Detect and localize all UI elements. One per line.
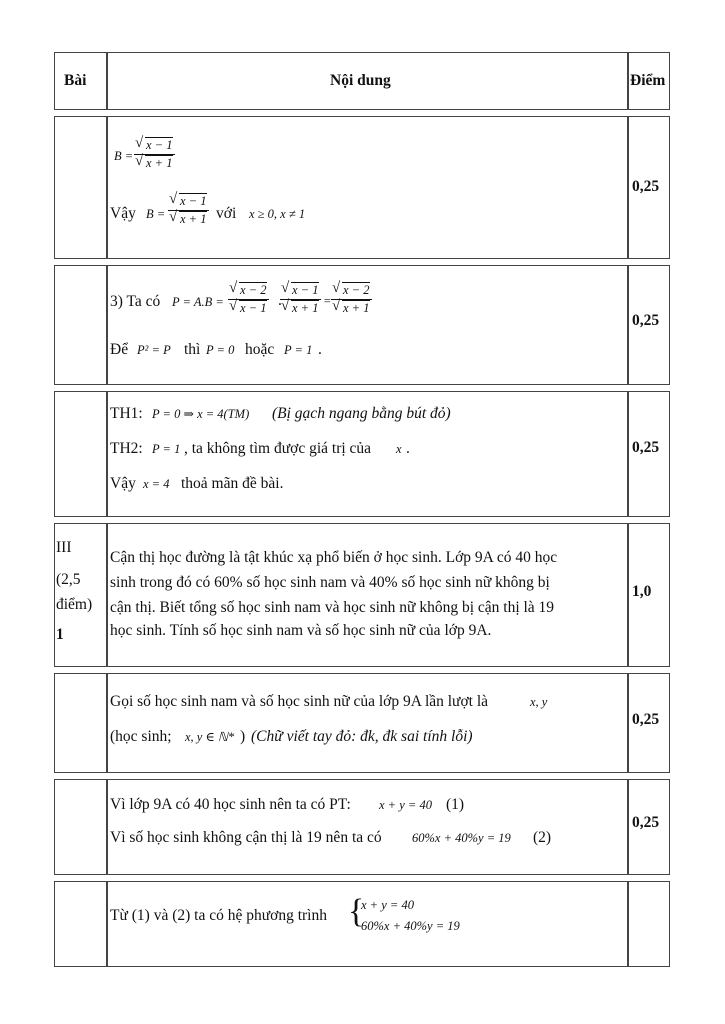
row1-vay-fraction xyxy=(168,194,209,227)
row3-th2-text: , ta không tìm được giá trị của xyxy=(184,440,372,457)
row4-bai-roman: III xyxy=(56,539,72,556)
row3-vay: Vậy xyxy=(110,475,136,492)
row3-vay-text: thoả mãn đề bài. xyxy=(181,475,284,492)
row5-bai-cell xyxy=(54,673,107,773)
system-brace: { xyxy=(348,893,365,930)
row2-f3-den: x + 1 xyxy=(343,301,370,315)
row3-bai-cell xyxy=(54,391,107,517)
row4-bai-points-1: (2,5 xyxy=(56,571,81,588)
row2-f1-num: x − 2 xyxy=(240,283,267,297)
row3-th1-label: TH1: xyxy=(110,405,143,422)
row1-vay-b-label: B = xyxy=(146,207,166,221)
row1-vay-num: x − 1 xyxy=(180,194,207,208)
row2-thi: thì xyxy=(184,341,201,358)
row2-cond-eq: P² = P xyxy=(137,343,171,357)
row2-fraction-2 xyxy=(280,283,321,316)
row6-content-cell xyxy=(107,779,628,875)
row5-line-2-note: (Chữ viết tay đỏ: đk, đk sai tính lỗi) xyxy=(251,728,473,745)
row3-th2-var: x xyxy=(396,442,402,456)
row3-vay-math: x = 4 xyxy=(143,477,170,491)
row2-p-eq: P = A.B = xyxy=(172,295,224,309)
row4-bai-num: 1 xyxy=(56,626,64,643)
row3-th1-note: (Bị gạch ngang bằng bút đỏ) xyxy=(272,405,451,422)
row2-f2-num: x − 1 xyxy=(292,283,319,297)
row6-line-1-math: x + y = 40 xyxy=(379,798,432,812)
row2-dot: . xyxy=(278,292,282,309)
row6-bai-cell xyxy=(54,779,107,875)
row3-th2-label: TH2: xyxy=(110,440,143,457)
row1-b-den: x + 1 xyxy=(146,156,173,170)
row2-fraction-1 xyxy=(228,283,269,316)
row6-line-2-math: 60%x + 40%y = 19 xyxy=(412,831,511,845)
row3-score: 0,25 xyxy=(632,439,660,456)
row1-score: 0,25 xyxy=(632,178,660,195)
row7-line-1: Từ (1) và (2) ta có hệ phương trình xyxy=(110,907,327,924)
row5-line-1-vars: x, y xyxy=(530,695,548,709)
row4-score: 1,0 xyxy=(632,583,652,600)
row5-line-1: Gọi số học sinh nam và số học sinh nữ của lớp 9A lần lượt là xyxy=(110,693,489,710)
row3-th2-end: . xyxy=(406,440,410,457)
row6-line-2: Vì số học sinh không cận thị là 19 nên ta có xyxy=(110,829,382,846)
row5-line-2-close: ) xyxy=(240,728,246,745)
row5-content-cell xyxy=(107,673,628,773)
row2-dot-end: . xyxy=(318,341,322,358)
row1-condition: x ≥ 0, x ≠ 1 xyxy=(249,207,306,221)
row7-system-eq-2: 60%x + 40%y = 19 xyxy=(361,919,460,933)
row7-system-eq-1: x + y = 40 xyxy=(361,898,414,912)
row4-content-cell xyxy=(107,523,628,667)
row7-bai-cell xyxy=(54,881,107,967)
row2-f3-num: x − 2 xyxy=(343,283,370,297)
header-diem: Điểm xyxy=(630,72,666,89)
row4-paragraph-line-2: sinh trong đó có 60% số học sinh nam và 40% số học sinh nữ không bị xyxy=(110,574,550,591)
row1-bai-cell xyxy=(54,116,107,259)
row1-content-cell xyxy=(107,116,628,259)
row2-bai-cell xyxy=(54,265,107,385)
row1-b-label: B = xyxy=(114,149,134,163)
row4-bai-points-2: điểm) xyxy=(56,596,93,613)
row1-vay-den: x + 1 xyxy=(180,212,207,226)
row2-eq: = xyxy=(323,294,332,308)
row6-line-1: Vì lớp 9A có 40 học sinh nên ta có PT: xyxy=(110,796,351,813)
row5-line-2-math: x, y ∈ ℕ* xyxy=(185,730,235,744)
row2-intro: 3) Ta có xyxy=(110,293,161,310)
row7-score-cell xyxy=(628,881,670,967)
row2-score: 0,25 xyxy=(632,312,660,329)
row6-line-1-tag: (1) xyxy=(446,796,465,813)
row4-paragraph-line-4: học sinh. Tính số học sinh nam và số học sinh nữ của lớp 9A. xyxy=(110,622,492,639)
row2-p1: P = 1 xyxy=(284,343,313,357)
row3-th2-math: P = 1 xyxy=(152,442,181,456)
row1-b-fraction xyxy=(134,138,175,171)
row6-score: 0,25 xyxy=(632,814,660,831)
row1-voi: với xyxy=(216,205,237,222)
row2-p0: P = 0 xyxy=(206,343,235,357)
row1-b-num: x − 1 xyxy=(146,138,173,152)
row3-th1-math: P = 0 ⇒ x = 4(TM) xyxy=(152,407,250,421)
row2-f1-den: x − 1 xyxy=(240,301,267,315)
row2-hoac: hoặc xyxy=(245,341,275,358)
row1-vay-label: Vậy xyxy=(110,205,136,222)
row2-fraction-3 xyxy=(331,283,372,316)
row5-line-2-open: (học sinh; xyxy=(110,728,172,745)
row2-de: Để xyxy=(110,341,129,358)
row6-line-2-tag: (2) xyxy=(533,829,552,846)
row4-paragraph-line-1: Cận thị học đường là tật khúc xạ phổ biến ở học sinh. Lớp 9A có 40 học xyxy=(110,549,558,566)
row2-f2-den: x + 1 xyxy=(292,301,319,315)
header-noidung: Nội dung xyxy=(330,72,391,89)
row5-score: 0,25 xyxy=(632,711,660,728)
header-bai: Bài xyxy=(64,72,87,89)
row4-paragraph-line-3: cận thị. Biết tổng số học sinh nam và học sinh nữ không bị cận thị là 19 xyxy=(110,599,555,616)
